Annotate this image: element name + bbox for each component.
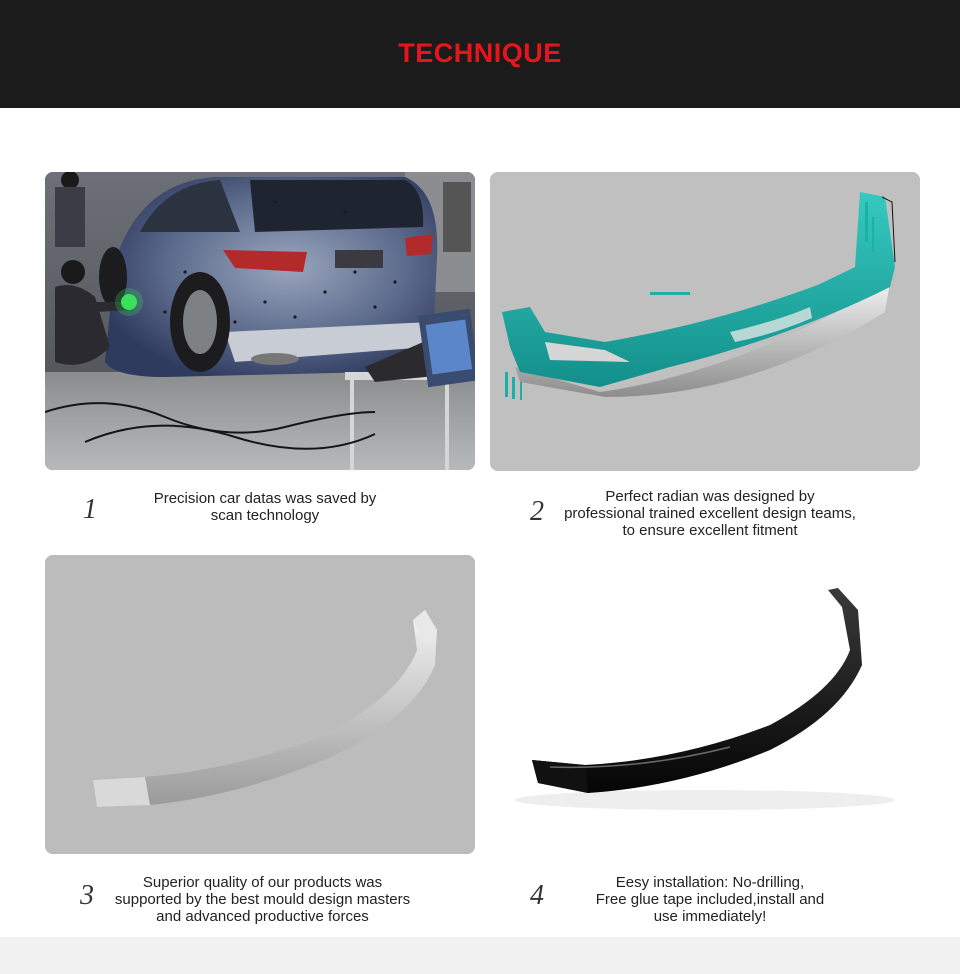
page-title: TECHNIQUE: [398, 37, 562, 68]
caption-line: scan technology: [210, 507, 320, 524]
bumper-scan-render: [490, 172, 920, 471]
caption-line: Precision car datas was saved by: [153, 490, 377, 507]
step-1-caption: [45, 486, 475, 540]
caption-line: professional trained excellent design teams,: [564, 504, 856, 522]
footer-strip: [0, 937, 960, 974]
caption-line: to ensure excellent fitment: [622, 521, 798, 539]
step-4-caption: [490, 872, 920, 926]
technique-banner: [0, 0, 960, 108]
step-number: 1: [83, 494, 97, 525]
step-number: 3: [80, 880, 94, 911]
lip-spoiler-cad-render: [45, 555, 475, 854]
caption-line: supported by the best mould design masters: [114, 890, 411, 908]
step-3-caption: [45, 872, 475, 926]
step-description: [596, 874, 825, 925]
carbon-lip-spoiler-photo: [490, 555, 920, 854]
step-2-caption: [490, 486, 920, 540]
step-description: [115, 874, 410, 925]
caption-line: and advanced productive forces: [156, 907, 369, 925]
step-description: [564, 488, 856, 539]
caption-line: use immediately!: [653, 907, 767, 925]
caption-line: Superior quality of our products was: [142, 873, 383, 891]
caption-line: Perfect radian was designed by: [605, 487, 815, 505]
caption-line: Eesy installation: No-drilling,: [615, 873, 805, 891]
car-scan-photo: [45, 172, 475, 470]
step-number: 4: [530, 880, 544, 911]
step-description: [154, 490, 377, 524]
caption-line: Free glue tape included,install and: [595, 890, 825, 908]
step-number: 2: [530, 496, 544, 527]
